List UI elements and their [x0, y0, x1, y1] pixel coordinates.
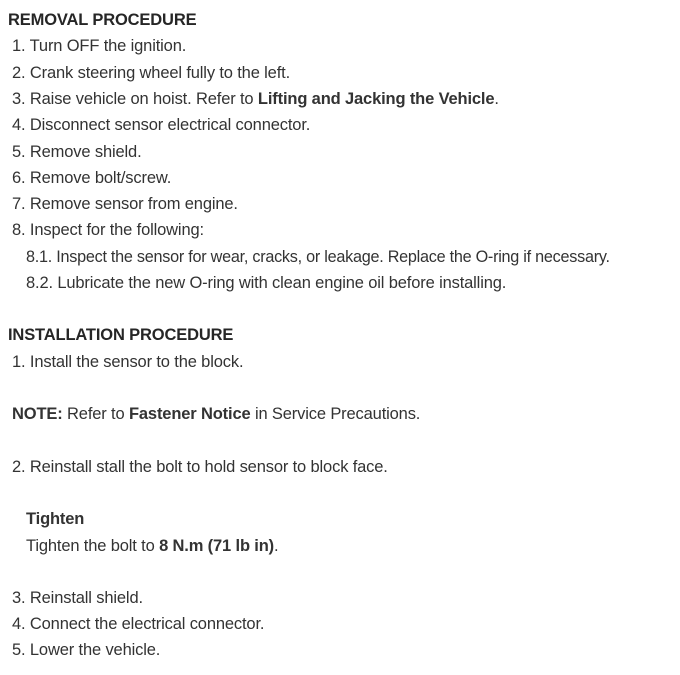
- removal-step-3-text: 3. Raise vehicle on hoist. Refer to: [12, 90, 258, 108]
- removal-step-4: 4. Disconnect sensor electrical connector.: [12, 116, 311, 134]
- installation-step-4: 4. Connect the electrical connector.: [12, 615, 265, 633]
- fastener-note: [12, 404, 420, 424]
- removal-step-8: 8. Inspect for the following:: [12, 221, 204, 239]
- tighten-text: Tighten the bolt to: [26, 537, 160, 555]
- tighten-end: .: [274, 537, 279, 555]
- installation-step-1: 1. Install the sensor to the block.: [12, 353, 244, 371]
- removal-substep-8-2: 8.2. Lubricate the new O-ring with clean engine oil before installing.: [26, 274, 507, 292]
- torque-value: 8 N.m (71 lb in): [159, 537, 275, 555]
- installation-step-2: 2. Reinstall stall the bolt to hold sensor to block face.: [12, 458, 388, 476]
- removal-step-5: 5. Remove shield.: [12, 143, 142, 161]
- note-text-1: Refer to: [62, 405, 129, 423]
- installation-step-5: 5. Lower the vehicle.: [12, 641, 161, 659]
- removal-step-7: 7. Remove sensor from engine.: [12, 195, 238, 213]
- removal-heading: REMOVAL PROCEDURE: [8, 11, 197, 29]
- lifting-jacking-link[interactable]: Lifting and Jacking the Vehicle: [257, 90, 495, 108]
- removal-step-3: [12, 89, 499, 109]
- installation-heading: INSTALLATION PROCEDURE: [8, 326, 234, 344]
- removal-step-1: 1. Turn OFF the ignition.: [12, 37, 187, 55]
- installation-step-3: 3. Reinstall shield.: [12, 589, 143, 607]
- removal-substep-8-1: 8.1. Inspect the sensor for wear, cracks, or leakage. Replace the O-ring if necessary.: [26, 248, 610, 266]
- removal-step-6: 6. Remove bolt/screw.: [12, 169, 172, 187]
- tighten-spec: [26, 536, 278, 556]
- fastener-notice-link[interactable]: Fastener Notice: [128, 405, 251, 423]
- tighten-heading: Tighten: [26, 510, 85, 528]
- note-label: NOTE:: [12, 405, 63, 423]
- removal-step-2: 2. Crank steering wheel fully to the left.: [12, 64, 291, 82]
- removal-step-3-end: .: [494, 90, 499, 108]
- note-text-2: in Service Precautions.: [250, 405, 421, 423]
